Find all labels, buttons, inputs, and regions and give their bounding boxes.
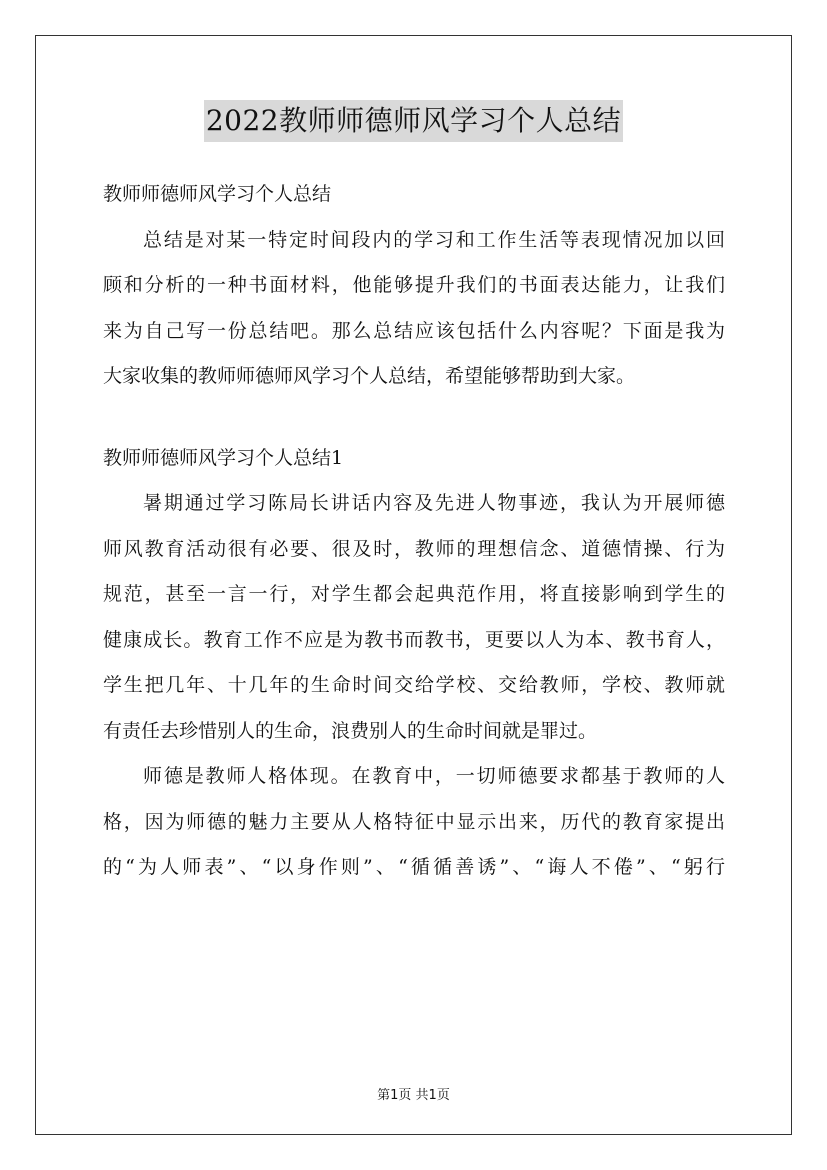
section-paragraph-1	[103, 481, 725, 754]
paragraph-line: 师风教育活动很有必要、很及时，教师的理想信念、道德情操、行为	[103, 537, 725, 560]
paragraph-line: 顾和分析的一种书面材料，他能够提升我们的书面表达能力，让我们	[103, 274, 725, 296]
document-title-text: 2022教师师德师风学习个人总结	[204, 100, 623, 142]
paragraph-line: 师德是教师人格体现。在教育中，一切师德要求都基于教师的人	[143, 765, 725, 787]
paragraph-line: 规范，甚至一言一行，对学生都会起典范作用，将直接影响到学生的	[103, 583, 725, 605]
paragraph-line: 来为自己写一份总结吧。那么总结应该包括什么内容呢？下面是我为	[103, 319, 725, 342]
document-title	[0, 100, 827, 142]
paragraph-line: 健康成长。教育工作不应是为教书而教书，更要以人为本、教书育人，	[103, 628, 725, 651]
paragraph-line: 学生把几年、十几年的生命时间交给学校、交给教师，学校、教师就	[103, 674, 725, 696]
document-body	[103, 172, 725, 891]
intro-paragraph	[103, 218, 725, 400]
document-subtitle: 教师师德师风学习个人总结	[103, 183, 332, 205]
page-number-footer: 第1页 共1页	[377, 1088, 450, 1103]
paragraph-line: 格，因为师德的魅力主要从人格特征中显示出来，历代的教育家提出	[103, 810, 725, 833]
paragraph-line: 暑期通过学习陈局长讲话内容及先进人物事迹，我认为开展师德	[143, 492, 725, 514]
section-paragraph-2	[103, 754, 725, 891]
section-heading: 教师师德师风学习个人总结1	[103, 446, 344, 469]
paragraph-line: 大家收集的教师师德师风学习个人总结，希望能够帮助到大家。	[103, 365, 636, 387]
paragraph-line: 总结是对某一特定时间段内的学习和工作生活等表现情况加以回	[143, 228, 725, 251]
paragraph-line: 的“为人师表”、“以身作则”、“循循善诱”、“诲人不倦”、“躬行	[103, 856, 725, 878]
paragraph-line: 有责任去珍惜别人的生命，浪费别人的生命时间就是罪过。	[103, 719, 598, 742]
section-gap	[103, 400, 725, 436]
